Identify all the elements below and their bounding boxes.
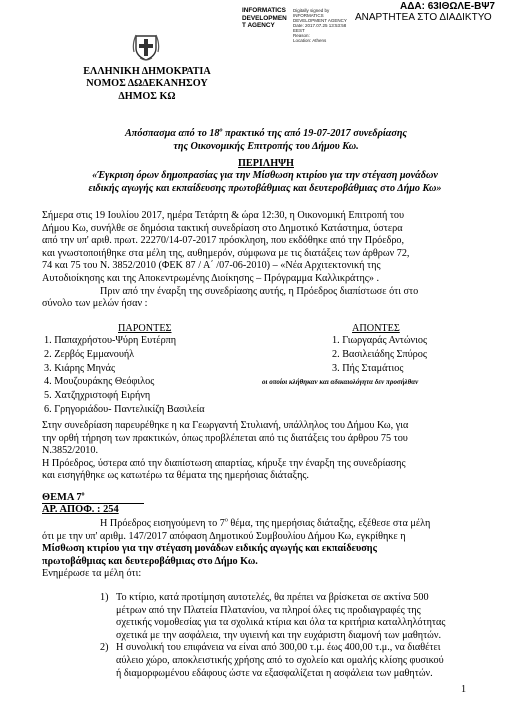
signature-line: Digitally signed by [293, 8, 330, 13]
agency-line: DEVELOPMEN [242, 14, 287, 22]
intro-line: 74 και 75 του Ν. 3852/2010 (ΦΕΚ 87 / Α΄ /07-06-2010) – «Νέα Αρχιτεκτονική της [42, 260, 381, 272]
present-list [44, 334, 205, 417]
absent-title: ΑΠΟΝΤΕΣ [352, 323, 400, 334]
posted-online-label: ΑΝΑΡΤΗΤΕΑ ΣΤΟ ΔΙΑΔΙΚΤΥΟ [355, 12, 492, 23]
list-item: 3. Κιάρης Μηνάς [44, 362, 115, 374]
attendance-line: την ορθή τήρηση των πρακτικών, όπως προβλέπεται από τις διατάξεις του άρθρου 75 του [42, 432, 408, 444]
ada-code: ΑΔΑ: 63ΙΘΩΛΕ-ΒΨ7 [400, 1, 495, 12]
issuer-block [70, 66, 224, 103]
agency-line: INFORMATICS [242, 7, 286, 14]
intro-line: σύνολο των μελών ήσαν : [42, 298, 148, 310]
decision-number: ΑΡ. ΑΠΟΦ. : 254 [42, 504, 119, 515]
excerpt-sup: ο [219, 127, 223, 134]
intro-line: Αυτοδιοίκησης και της Αποκεντρωμένης Διοίκησης – Πρόγραμμα Καλλικράτης» . [42, 272, 380, 284]
body-sup: ο [224, 517, 228, 524]
absent-list [332, 334, 427, 375]
intro-paragraph [42, 210, 482, 311]
list-item [100, 642, 480, 680]
issuer-line: ΝΟΜΟΣ ΔΩΔΕΚΑΝΗΣΟΥ [86, 78, 208, 90]
list-item: 2. Βασιλειάδης Σπύρος [332, 348, 427, 360]
signature-line: EEST [293, 28, 305, 33]
issuer-line: ΕΛΛΗΝΙΚΗ ΔΗΜΟΚΡΑΤΙΑ [83, 66, 211, 77]
intro-line: από την υπ' αριθ. πρωτ. 22270/14-07-2017 πρόσκληση, που εκδόθηκε από την Πρόεδρο, [42, 235, 405, 247]
body-paragraph [42, 518, 482, 581]
item-line: μέτρων από την Πλατεία Πλατανίου, να πληροί όλες τις προδιαγραφές της [116, 604, 421, 616]
summary-line: «Έγκριση όρων δημοπρασίας για την Μίσθωση κτιρίου για την στέγαση μονάδων [92, 170, 438, 181]
item-line: ή διαμορφωμένου εδάφους ώστε να εξασφαλίζεται η ασφάλεια των μαθητών. [116, 667, 433, 679]
attendance-line: Στην συνεδρίαση παρευρέθηκε η κα Γεωργαντή Στυλιανή, υπάλληλος του Δήμου Κω, για [42, 420, 409, 431]
absent-note: οι οποίοι κλήθηκαν και αδικαιολόγητα δεν προσήλθαν [262, 378, 419, 386]
attendance-paragraph [42, 420, 482, 483]
signature-line: Location: Athens [293, 38, 327, 43]
body-line: Μίσθωση κτιρίου για την στέγαση μονάδων ειδικής αγωγής και εκπαίδευσης [42, 543, 377, 555]
body-line: πρωτοβάθμιας και δευτεροβάθμιας στο Δήμο Κω. [42, 555, 258, 567]
excerpt-heading [60, 128, 472, 153]
agency-line: T AGENCY [242, 22, 275, 30]
list-item: 2. Ζερβός Εμμανουήλ [44, 348, 135, 360]
item-line: σχετικής νομοθεσίας για τα σχολικά κτίρια και όλα τα κριτήρια καταλληλότητας [116, 617, 446, 629]
excerpt-text: πρακτικό της από 19-07-2017 συνεδρίασης [222, 128, 407, 139]
digital-signature [293, 8, 347, 43]
list-item: 3. Πής Σταμάτιος [332, 362, 404, 374]
item-line: Το κτίριο, κατά προτίμηση αυτοτελές, θα πρέπει να βρίσκεται σε ακτίνα 500 [116, 592, 429, 603]
excerpt-text: της Οικονομικής Επιτροπής του Δήμου Κω. [173, 140, 359, 152]
item-line: σχετικά με την ασφάλεια, την υγιεινή και την ευχάριστη διαμονή των μαθητών. [116, 629, 442, 641]
issuer-line: ΔΗΜΟΣ ΚΩ [118, 90, 176, 102]
signature-line: DEVELOPMENT AGENCY [293, 18, 347, 23]
intro-line: Σήμερα στις 19 Ιουλίου 2017, ημέρα Τετάρτη & ώρα 12:30, η Οικονομική Επιτροπή του [42, 210, 405, 221]
list-item: 1. Παπαχρήστου-Ψύρη Ευτέρπη [44, 335, 177, 346]
item-number: 1) [100, 592, 109, 603]
attendance-line: Η Πρόεδρος, ύστερα από την διαπίστωση απαρτίας, κήρυξε την έναρξη της συνεδρίασης [42, 457, 406, 469]
attendance-line: Ν.3852/2010. [42, 445, 99, 457]
numbered-list [100, 592, 480, 680]
list-item: 5. Χατζηχριστοφή Ειρήνη [44, 390, 151, 402]
summary-title: ΠΕΡΙΛΗΨΗ [237, 158, 294, 169]
body-line: Ενημέρωσε τα μέλη ότι: [42, 568, 142, 580]
agency-name [242, 7, 287, 30]
signature-line: Date: 2017.07.25 13:53:58 [293, 23, 347, 28]
summary-text [42, 170, 488, 195]
item-number: 2) [100, 642, 109, 654]
list-item [100, 592, 480, 642]
item-line: αύλειο χώρο, αποκλειστικής χρήσης από το σχολείο και ομαλής κλίσης φυσικού [116, 654, 444, 666]
present-title: ΠΑΡΟΝΤΕΣ [118, 323, 172, 334]
excerpt-text: Απόσπασμα από το 18 [125, 128, 220, 139]
signature-line: Reason: [293, 33, 310, 38]
intro-line: Πριν από την έναρξη της συνεδρίασης αυτής, η Πρόεδρος διαπίστωσε ότι στο [100, 285, 419, 297]
list-item: 1. Γιωργαράς Αντώνιος [332, 335, 428, 346]
theme-sup: ο [81, 491, 85, 498]
summary-line: ειδικής αγωγής και εκπαίδευσης πρωτοβάθμιας και δευτεροβάθμιας στο Δήμο Κω» [88, 182, 442, 194]
signature-line: INFORMATICS [293, 13, 324, 18]
body-text: θέμα, της ημερήσιας διάταξης, εξέθεσε στα μέλη [227, 518, 431, 529]
coat-of-arms-icon [132, 30, 160, 62]
body-text: Η Πρόεδρος εισηγούμενη το 7 [100, 518, 225, 529]
theme-text: ΘΕΜΑ 7 [42, 492, 82, 503]
theme-heading [42, 492, 144, 504]
item-line: Η συνολική του επιφάνεια να είναι από 300,00 τ.μ. έως 400,00 τ.μ., να διαθέτει [116, 642, 441, 654]
intro-line: Δήμου Κω, συνήλθε σε δημόσια τακτική συνεδρίαση στο Δημοτικό Κατάστημα, ύστερα [42, 222, 403, 234]
page-number: 1 [461, 684, 467, 695]
attendance-line: και εισηγήθηκε ως κατωτέρω τα θέματα της ημερήσιας διάταξης. [42, 470, 309, 482]
list-item: 4. Μουζουράκης Θεόφιλος [44, 376, 155, 388]
body-line: ότι με την υπ' αριθμ. 147/2017 απόφαση Δημοτικού Συμβουλίου Δήμου Κω, εγκρίθηκε η [42, 530, 406, 542]
intro-line: και γνωστοποιήθηκε στα μέλη της, αυθημερόν, σύμφωνα με τις διατάξεις των άρθρων 72, [42, 247, 410, 259]
list-item: 6. Γρηγοριάδου- Παντελικίζη Βασιλεία [44, 403, 205, 415]
